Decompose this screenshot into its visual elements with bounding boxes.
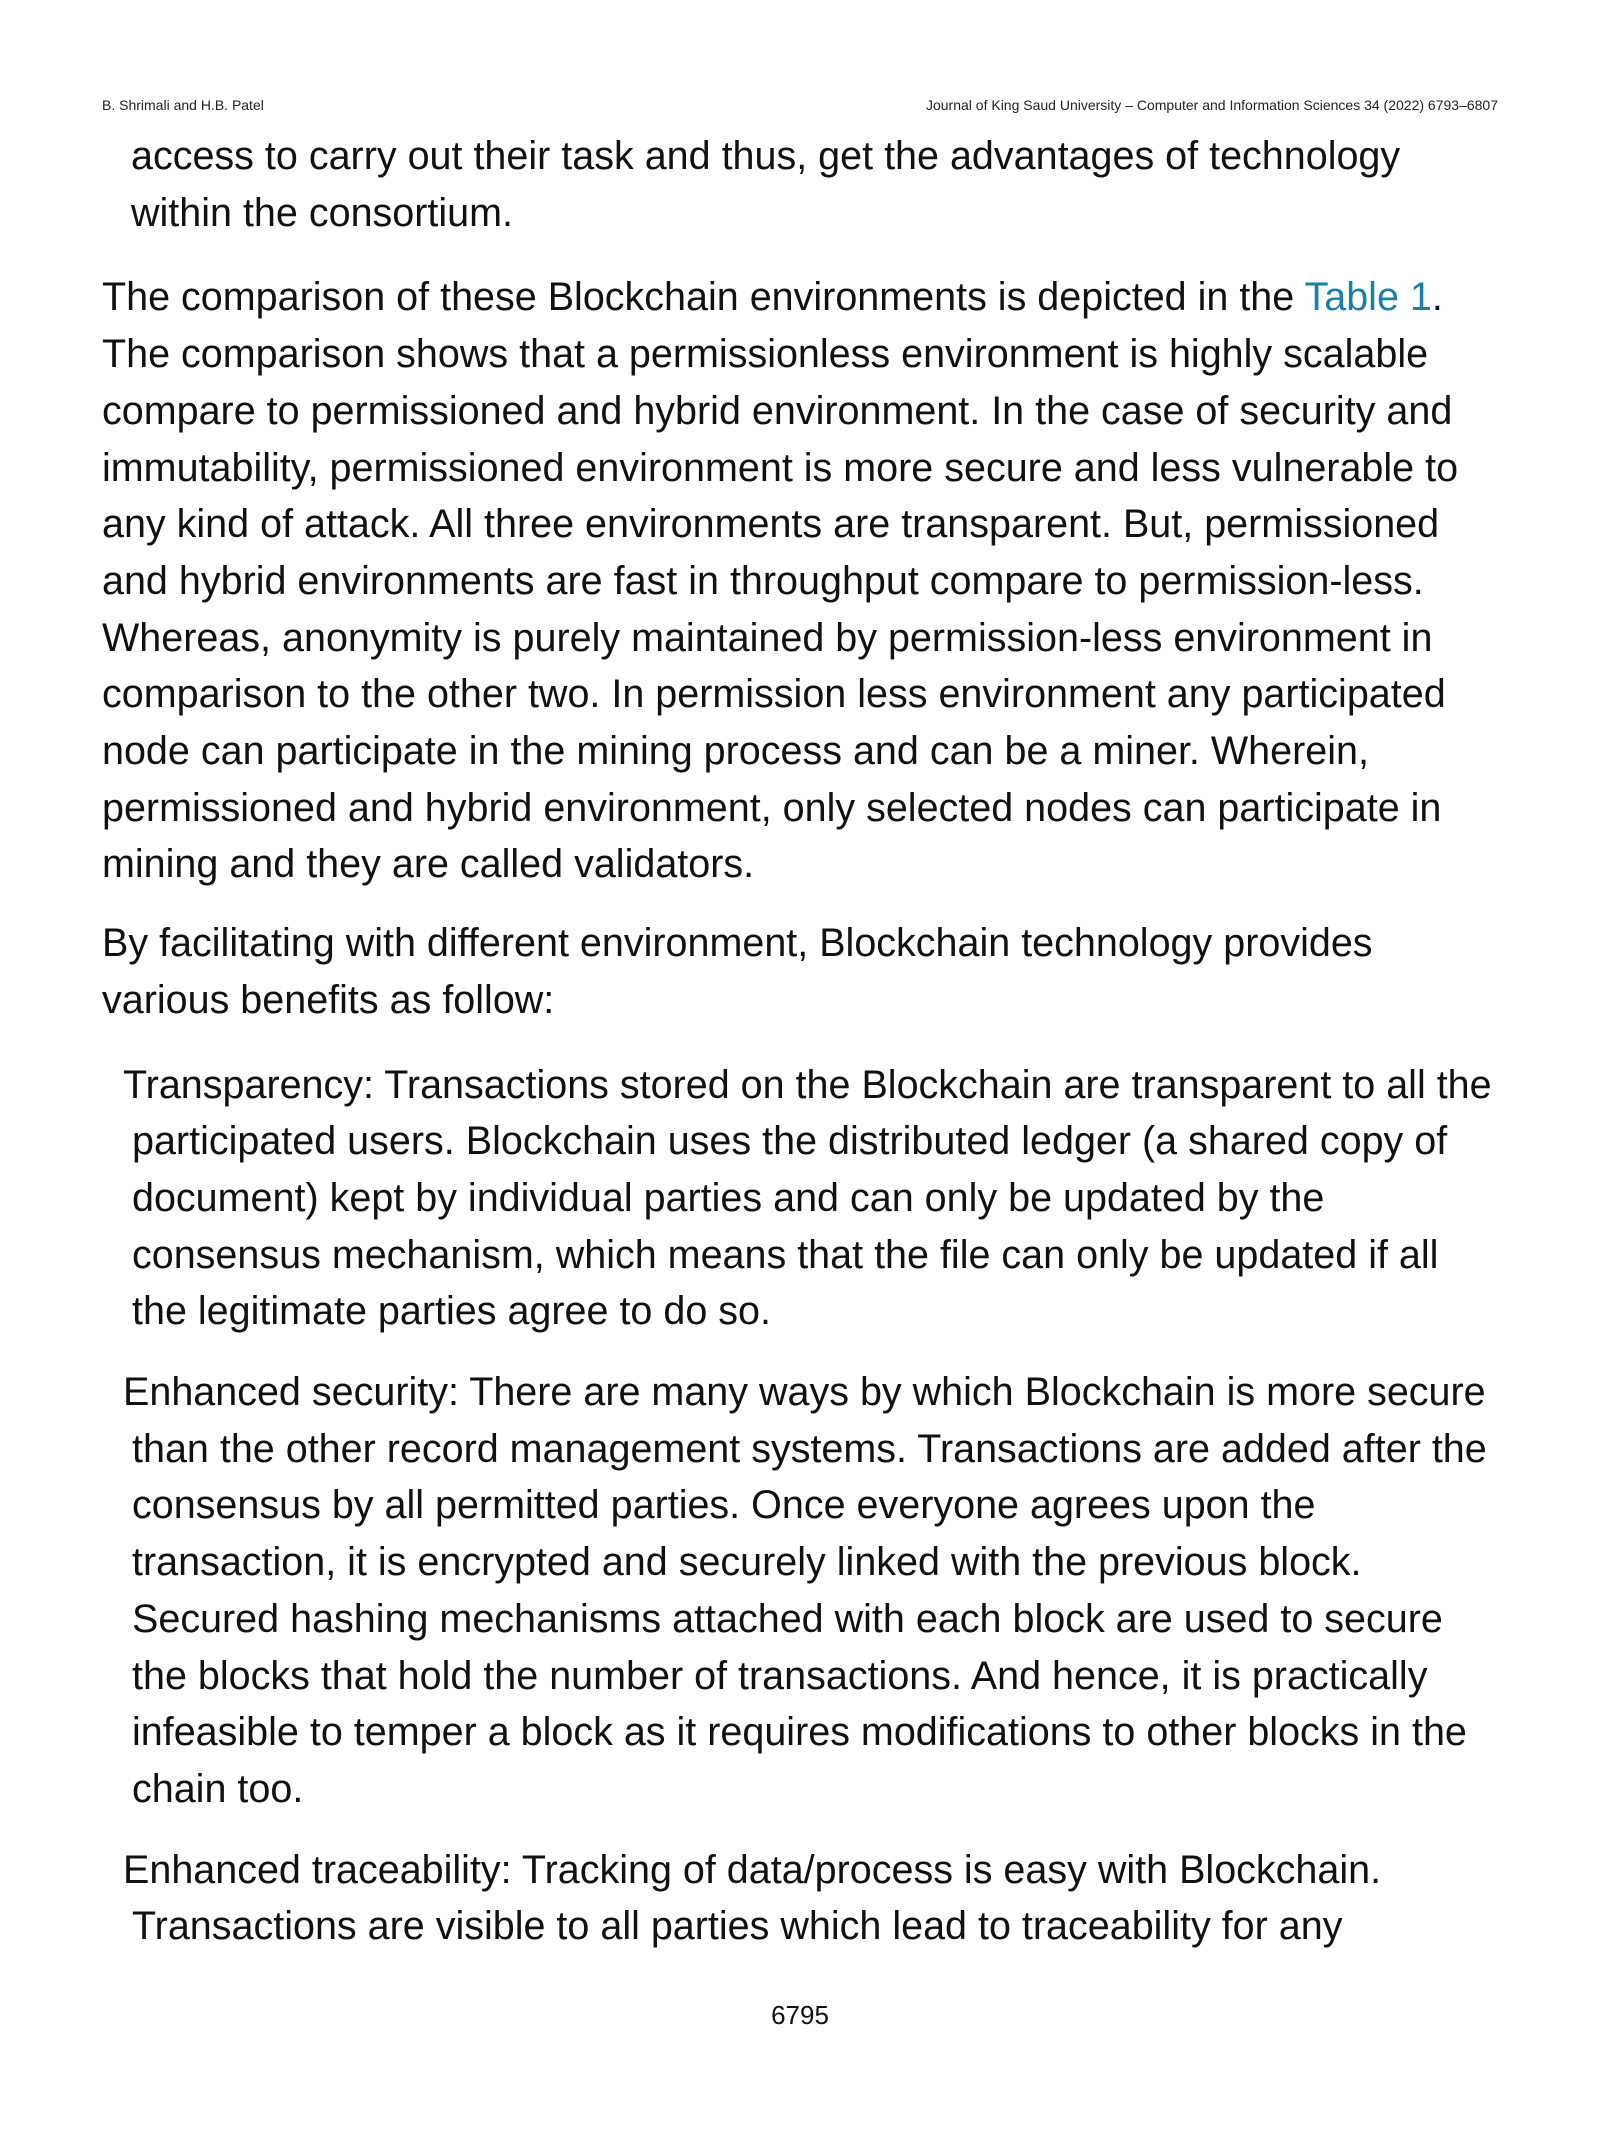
comparison-text-end: . The comparison shows that a permissionless environment is highly scalable compare to permissioned and hybrid environment. In the case of security and immutability, permissioned environment is more secure and less vulnerable to any kind of attack. All three environments are transparent. But, permissioned and hybrid environments are fast in throughput compare to permission-less. Whereas, anonymity is purely maintained by permission-less environment in comparison to the other two. In permission less environment any participated node can participate in the mining process and can be a miner. Wherein, permissioned and hybrid environment, only selected nodes can participate in mining and they are called validators. [102, 275, 1459, 887]
comparison-paragraph [102, 269, 1502, 893]
benefit-item-transparency: Transparency: Transactions stored on the Blockchain are transparent to all the participated users. Blockchain uses the distributed ledger (a shared copy of document) kept by individual parties and can only be updated by the consensus mechanism, which means that the file can only be updated if all the legitimate parties agree to do so. [123, 1062, 1492, 1334]
page-number: 6795 [771, 2000, 829, 2030]
benefit-item-enhanced-traceability: Enhanced traceability: Tracking of data/process is easy with Blockchain. Transactions are visible to all parties which lead to traceability for any [123, 1847, 1382, 1949]
header-authors: B. Shrimali and H.B. Patel [102, 97, 264, 113]
table-1-link[interactable]: Table 1 [1304, 275, 1432, 320]
benefits-intro-paragraph: By facilitating with different environment, Blockchain technology provides various benefits as follow: [102, 921, 1373, 1022]
continued-paragraph: access to carry out their task and thus, get the advantages of technology within the consortium. [131, 134, 1401, 235]
comparison-text-start: The comparison of these Blockchain environments is depicted in the [102, 275, 1305, 320]
benefit-item-enhanced-security: Enhanced security: There are many ways by which Blockchain is more secure than the other record management systems. Transactions are added after the consensus by all permitted parties. Once everyone agrees upon the transaction, it is encrypted and securely linked with the previous block. Secured hashing mechanisms attached with each block are used to secure the blocks that hold the number of transactions. And hence, it is practically infeasible to temper a block as it requires modifications to other blocks in the chain too. [123, 1370, 1487, 1811]
header-journal-citation: Journal of King Saud University – Computer and Information Sciences 34 (2022) 6793–6807 [925, 97, 1498, 113]
running-header [102, 97, 1498, 117]
article-body [102, 128, 1502, 1979]
